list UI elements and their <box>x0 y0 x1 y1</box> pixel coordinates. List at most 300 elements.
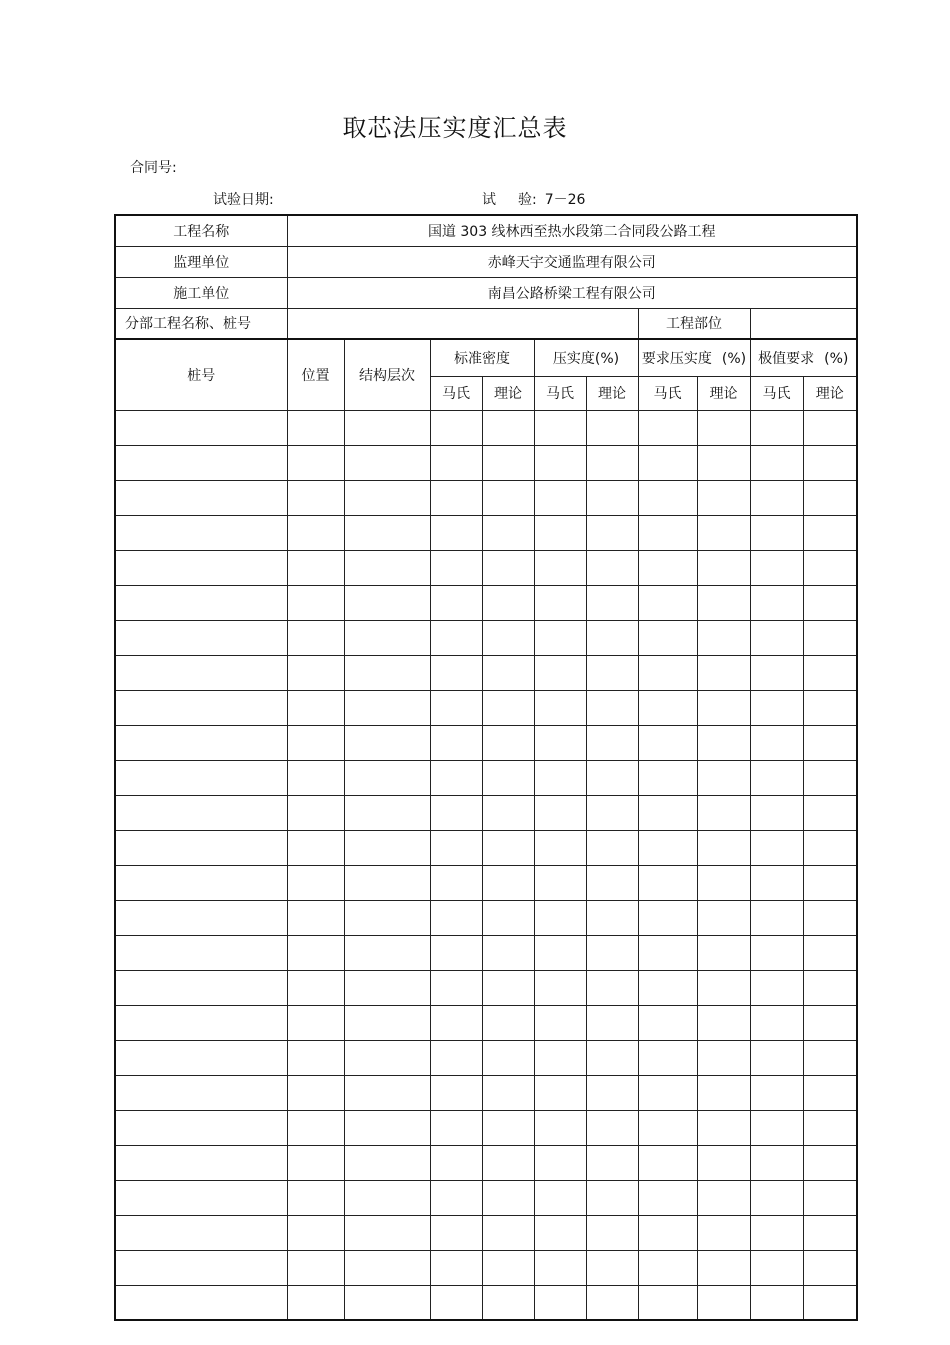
cell-station <box>115 515 287 550</box>
cell-std-marshall <box>430 515 482 550</box>
cell-ext-theory <box>803 760 857 795</box>
cell-position <box>287 865 344 900</box>
cell-std-marshall <box>430 970 482 1005</box>
cell-station <box>115 585 287 620</box>
cell-comp-theory <box>586 1145 638 1180</box>
cell-std-theory <box>482 1075 534 1110</box>
cell-layer <box>344 760 430 795</box>
cell-std-theory <box>482 1145 534 1180</box>
cell-std-marshall <box>430 1110 482 1145</box>
cell-comp-marshall <box>534 1250 586 1285</box>
cell-std-marshall <box>430 1005 482 1040</box>
cell-comp-marshall <box>534 1145 586 1180</box>
cell-req-marshall <box>638 1145 697 1180</box>
cell-station <box>115 725 287 760</box>
cell-comp-theory <box>586 1075 638 1110</box>
cell-ext-theory <box>803 1250 857 1285</box>
cell-comp-marshall <box>534 690 586 725</box>
cell-req-theory <box>697 865 750 900</box>
table-row <box>115 970 857 1005</box>
table-row <box>115 690 857 725</box>
extreme-marshall-header: 马氏 <box>750 376 803 410</box>
cell-ext-marshall <box>750 865 803 900</box>
cell-req-theory <box>697 1285 750 1320</box>
cell-ext-theory <box>803 1285 857 1320</box>
cell-std-marshall <box>430 865 482 900</box>
cell-req-theory <box>697 585 750 620</box>
supervisor-label: 监理单位 <box>115 246 287 277</box>
table-row <box>115 620 857 655</box>
cell-position <box>287 690 344 725</box>
cell-station <box>115 480 287 515</box>
cell-layer <box>344 1075 430 1110</box>
cell-ext-theory <box>803 655 857 690</box>
cell-req-marshall <box>638 1250 697 1285</box>
compaction-summary-table <box>114 338 858 1321</box>
cell-req-marshall <box>638 795 697 830</box>
cell-req-marshall <box>638 1180 697 1215</box>
required-marshall-header: 马氏 <box>638 376 697 410</box>
cell-req-theory <box>697 1110 750 1145</box>
cell-comp-marshall <box>534 480 586 515</box>
cell-position <box>287 1075 344 1110</box>
cell-std-marshall <box>430 1075 482 1110</box>
cell-layer <box>344 1285 430 1320</box>
cell-std-theory <box>482 830 534 865</box>
table-row <box>115 1005 857 1040</box>
test-date-label: 试验日期: <box>213 192 274 208</box>
cell-req-theory <box>697 795 750 830</box>
col-extreme-required-header <box>750 339 857 376</box>
cell-req-theory <box>697 515 750 550</box>
cell-ext-marshall <box>750 900 803 935</box>
cell-comp-theory <box>586 550 638 585</box>
cell-std-theory <box>482 900 534 935</box>
table-row <box>115 900 857 935</box>
cell-station <box>115 970 287 1005</box>
cell-comp-marshall <box>534 1075 586 1110</box>
cell-comp-theory <box>586 900 638 935</box>
cell-comp-theory <box>586 655 638 690</box>
cell-std-theory <box>482 1250 534 1285</box>
table-row <box>115 1075 857 1110</box>
cell-comp-marshall <box>534 445 586 480</box>
table-body <box>115 410 857 1320</box>
col-std-density-header: 标准密度 <box>430 339 534 376</box>
table-row <box>115 585 857 620</box>
cell-position <box>287 515 344 550</box>
cell-std-marshall <box>430 585 482 620</box>
cell-std-marshall <box>430 760 482 795</box>
cell-std-theory <box>482 1285 534 1320</box>
cell-std-marshall <box>430 655 482 690</box>
cell-req-theory <box>697 900 750 935</box>
cell-comp-theory <box>586 830 638 865</box>
cell-comp-theory <box>586 515 638 550</box>
cell-std-marshall <box>430 1215 482 1250</box>
cell-position <box>287 900 344 935</box>
cell-station <box>115 795 287 830</box>
cell-layer <box>344 1145 430 1180</box>
cell-req-theory <box>697 830 750 865</box>
table-row <box>115 515 857 550</box>
cell-ext-theory <box>803 410 857 445</box>
cell-layer <box>344 1180 430 1215</box>
cell-std-theory <box>482 1005 534 1040</box>
cell-comp-theory <box>586 410 638 445</box>
cell-ext-theory <box>803 970 857 1005</box>
cell-layer <box>344 1110 430 1145</box>
cell-ext-marshall <box>750 410 803 445</box>
cell-std-theory <box>482 410 534 445</box>
cell-layer <box>344 795 430 830</box>
contractor-label: 施工单位 <box>115 277 287 308</box>
cell-layer <box>344 935 430 970</box>
cell-station <box>115 1005 287 1040</box>
cell-std-theory <box>482 550 534 585</box>
test-number <box>482 189 585 209</box>
cell-comp-marshall <box>534 1040 586 1075</box>
cell-comp-theory <box>586 1110 638 1145</box>
cell-ext-theory <box>803 585 857 620</box>
cell-position <box>287 1215 344 1250</box>
col-position-header: 位置 <box>287 339 344 410</box>
cell-req-theory <box>697 935 750 970</box>
cell-position <box>287 970 344 1005</box>
cell-std-marshall <box>430 410 482 445</box>
cell-ext-marshall <box>750 1145 803 1180</box>
cell-position <box>287 795 344 830</box>
cell-std-marshall <box>430 1040 482 1075</box>
cell-std-theory <box>482 1040 534 1075</box>
cell-req-marshall <box>638 585 697 620</box>
cell-std-theory <box>482 445 534 480</box>
compaction-theory-header: 理论 <box>586 376 638 410</box>
cell-std-marshall <box>430 1250 482 1285</box>
table-row <box>115 1145 857 1180</box>
supervisor-value: 赤峰天宇交通监理有限公司 <box>287 246 857 277</box>
subproject-value <box>287 308 638 339</box>
cell-req-theory <box>697 655 750 690</box>
cell-std-theory <box>482 480 534 515</box>
cell-station <box>115 445 287 480</box>
cell-layer <box>344 865 430 900</box>
cell-ext-marshall <box>750 480 803 515</box>
cell-ext-theory <box>803 480 857 515</box>
cell-req-theory <box>697 760 750 795</box>
cell-ext-marshall <box>750 1040 803 1075</box>
cell-comp-marshall <box>534 900 586 935</box>
test-label-a: 试 <box>482 192 496 208</box>
cell-position <box>287 480 344 515</box>
cell-std-theory <box>482 1215 534 1250</box>
table-row <box>115 1180 857 1215</box>
cell-ext-marshall <box>750 830 803 865</box>
cell-comp-marshall <box>534 935 586 970</box>
table-row <box>115 410 857 445</box>
cell-layer <box>344 1005 430 1040</box>
cell-req-marshall <box>638 445 697 480</box>
table-row <box>115 1110 857 1145</box>
table-row <box>115 935 857 970</box>
cell-req-marshall <box>638 515 697 550</box>
test-label-b: 验: <box>518 192 537 208</box>
cell-comp-marshall <box>534 655 586 690</box>
table-row <box>115 1250 857 1285</box>
cell-station <box>115 1040 287 1075</box>
info-row-subproject <box>115 308 857 339</box>
cell-comp-theory <box>586 585 638 620</box>
cell-req-marshall <box>638 480 697 515</box>
cell-ext-marshall <box>750 585 803 620</box>
cell-std-theory <box>482 725 534 760</box>
cell-req-theory <box>697 480 750 515</box>
cell-ext-marshall <box>750 935 803 970</box>
project-name-label: 工程名称 <box>115 215 287 246</box>
cell-comp-theory <box>586 795 638 830</box>
test-number-value: 7－26 <box>544 192 586 208</box>
cell-layer <box>344 970 430 1005</box>
cell-req-marshall <box>638 900 697 935</box>
compaction-label: 压实度 <box>552 350 595 367</box>
cell-ext-theory <box>803 1145 857 1180</box>
col-station-header: 桩号 <box>115 339 287 410</box>
cell-req-marshall <box>638 1285 697 1320</box>
cell-layer <box>344 620 430 655</box>
cell-comp-marshall <box>534 830 586 865</box>
cell-comp-marshall <box>534 865 586 900</box>
cell-position <box>287 445 344 480</box>
cell-std-theory <box>482 795 534 830</box>
cell-station <box>115 1075 287 1110</box>
cell-req-theory <box>697 620 750 655</box>
cell-position <box>287 725 344 760</box>
cell-ext-theory <box>803 935 857 970</box>
cell-ext-marshall <box>750 760 803 795</box>
cell-req-theory <box>697 445 750 480</box>
cell-comp-theory <box>586 690 638 725</box>
cell-comp-marshall <box>534 1180 586 1215</box>
std-density-theory-header: 理论 <box>482 376 534 410</box>
cell-ext-marshall <box>750 970 803 1005</box>
subproject-label: 分部工程名称、桩号 <box>115 308 287 339</box>
compaction-unit: (%) <box>594 350 620 367</box>
cell-std-marshall <box>430 830 482 865</box>
cell-req-theory <box>697 690 750 725</box>
cell-comp-marshall <box>534 620 586 655</box>
cell-std-marshall <box>430 725 482 760</box>
cell-std-marshall <box>430 690 482 725</box>
cell-req-marshall <box>638 865 697 900</box>
cell-req-marshall <box>638 935 697 970</box>
cell-ext-marshall <box>750 1075 803 1110</box>
cell-comp-marshall <box>534 410 586 445</box>
cell-ext-marshall <box>750 795 803 830</box>
cell-comp-theory <box>586 620 638 655</box>
table-row <box>115 1285 857 1320</box>
cell-station <box>115 1145 287 1180</box>
cell-req-marshall <box>638 1215 697 1250</box>
cell-station <box>115 1180 287 1215</box>
cell-position <box>287 1040 344 1075</box>
cell-comp-theory <box>586 970 638 1005</box>
cell-req-theory <box>697 1040 750 1075</box>
cell-req-theory <box>697 1250 750 1285</box>
cell-req-theory <box>697 725 750 760</box>
required-compaction-unit: (%) <box>721 350 747 367</box>
cell-std-theory <box>482 515 534 550</box>
cell-ext-marshall <box>750 1005 803 1040</box>
cell-comp-theory <box>586 865 638 900</box>
table-row <box>115 830 857 865</box>
cell-comp-marshall <box>534 1285 586 1320</box>
cell-position <box>287 1005 344 1040</box>
table-row <box>115 445 857 480</box>
extreme-theory-header: 理论 <box>803 376 857 410</box>
cell-station <box>115 900 287 935</box>
info-row-supervisor <box>115 246 857 277</box>
cell-comp-theory <box>586 935 638 970</box>
cell-comp-theory <box>586 1215 638 1250</box>
cell-comp-theory <box>586 1180 638 1215</box>
cell-std-marshall <box>430 935 482 970</box>
cell-comp-marshall <box>534 585 586 620</box>
std-density-marshall-header: 马氏 <box>430 376 482 410</box>
cell-comp-theory <box>586 1005 638 1040</box>
cell-std-theory <box>482 690 534 725</box>
cell-std-theory <box>482 935 534 970</box>
cell-ext-theory <box>803 515 857 550</box>
cell-comp-marshall <box>534 795 586 830</box>
cell-position <box>287 1145 344 1180</box>
cell-station <box>115 620 287 655</box>
cell-position <box>287 935 344 970</box>
contract-number-label: 合同号: <box>130 160 177 176</box>
cell-req-theory <box>697 1180 750 1215</box>
cell-req-marshall <box>638 655 697 690</box>
cell-ext-marshall <box>750 445 803 480</box>
col-required-compaction-header <box>638 339 750 376</box>
cell-std-marshall <box>430 795 482 830</box>
cell-position <box>287 655 344 690</box>
cell-req-marshall <box>638 970 697 1005</box>
cell-station <box>115 655 287 690</box>
cell-req-marshall <box>638 830 697 865</box>
cell-ext-theory <box>803 1005 857 1040</box>
cell-ext-theory <box>803 550 857 585</box>
cell-ext-marshall <box>750 1215 803 1250</box>
cell-req-marshall <box>638 620 697 655</box>
cell-layer <box>344 480 430 515</box>
cell-position <box>287 620 344 655</box>
extreme-required-unit: (%) <box>824 350 849 367</box>
cell-req-theory <box>697 1215 750 1250</box>
project-name-value: 国道 303 线林西至热水段第二合同段公路工程 <box>287 215 857 246</box>
cell-station <box>115 1215 287 1250</box>
cell-ext-theory <box>803 690 857 725</box>
cell-comp-theory <box>586 1285 638 1320</box>
cell-req-marshall <box>638 1040 697 1075</box>
table-row <box>115 760 857 795</box>
required-theory-header: 理论 <box>697 376 750 410</box>
cell-ext-marshall <box>750 655 803 690</box>
part-label: 工程部位 <box>638 308 750 339</box>
cell-comp-marshall <box>534 1215 586 1250</box>
cell-req-marshall <box>638 1110 697 1145</box>
cell-ext-theory <box>803 1180 857 1215</box>
cell-station <box>115 865 287 900</box>
cell-station <box>115 935 287 970</box>
cell-ext-marshall <box>750 515 803 550</box>
cell-comp-theory <box>586 480 638 515</box>
cell-station <box>115 760 287 795</box>
part-value <box>750 308 857 339</box>
cell-ext-theory <box>803 830 857 865</box>
cell-std-marshall <box>430 480 482 515</box>
col-layer-header: 结构层次 <box>344 339 430 410</box>
cell-std-theory <box>482 585 534 620</box>
cell-req-marshall <box>638 1075 697 1110</box>
cell-comp-marshall <box>534 550 586 585</box>
cell-ext-marshall <box>750 620 803 655</box>
cell-station <box>115 550 287 585</box>
cell-position <box>287 1285 344 1320</box>
cell-ext-marshall <box>750 1180 803 1215</box>
cell-layer <box>344 725 430 760</box>
cell-layer <box>344 655 430 690</box>
cell-ext-theory <box>803 1040 857 1075</box>
cell-layer <box>344 690 430 725</box>
info-row-contractor <box>115 277 857 308</box>
compaction-marshall-header: 马氏 <box>534 376 586 410</box>
cell-ext-theory <box>803 865 857 900</box>
cell-std-theory <box>482 1110 534 1145</box>
table-row <box>115 655 857 690</box>
cell-position <box>287 1180 344 1215</box>
info-row-project <box>115 215 857 246</box>
cell-position <box>287 410 344 445</box>
cell-comp-theory <box>586 760 638 795</box>
cell-layer <box>344 550 430 585</box>
contractor-value: 南昌公路桥梁工程有限公司 <box>287 277 857 308</box>
cell-ext-marshall <box>750 1110 803 1145</box>
table-row <box>115 1040 857 1075</box>
cell-ext-theory <box>803 445 857 480</box>
cell-std-marshall <box>430 900 482 935</box>
cell-comp-marshall <box>534 1005 586 1040</box>
cell-std-marshall <box>430 550 482 585</box>
cell-ext-marshall <box>750 690 803 725</box>
cell-comp-theory <box>586 1040 638 1075</box>
cell-ext-marshall <box>750 1285 803 1320</box>
table-row <box>115 725 857 760</box>
cell-ext-marshall <box>750 1250 803 1285</box>
cell-ext-theory <box>803 1075 857 1110</box>
cell-layer <box>344 1040 430 1075</box>
cell-req-marshall <box>638 690 697 725</box>
cell-station <box>115 1285 287 1320</box>
cell-std-theory <box>482 655 534 690</box>
cell-req-theory <box>697 970 750 1005</box>
cell-layer <box>344 445 430 480</box>
cell-position <box>287 1110 344 1145</box>
cell-position <box>287 585 344 620</box>
header-row-1 <box>115 339 857 376</box>
cell-req-theory <box>697 1005 750 1040</box>
cell-std-theory <box>482 1180 534 1215</box>
cell-station <box>115 830 287 865</box>
cell-std-marshall <box>430 1285 482 1320</box>
